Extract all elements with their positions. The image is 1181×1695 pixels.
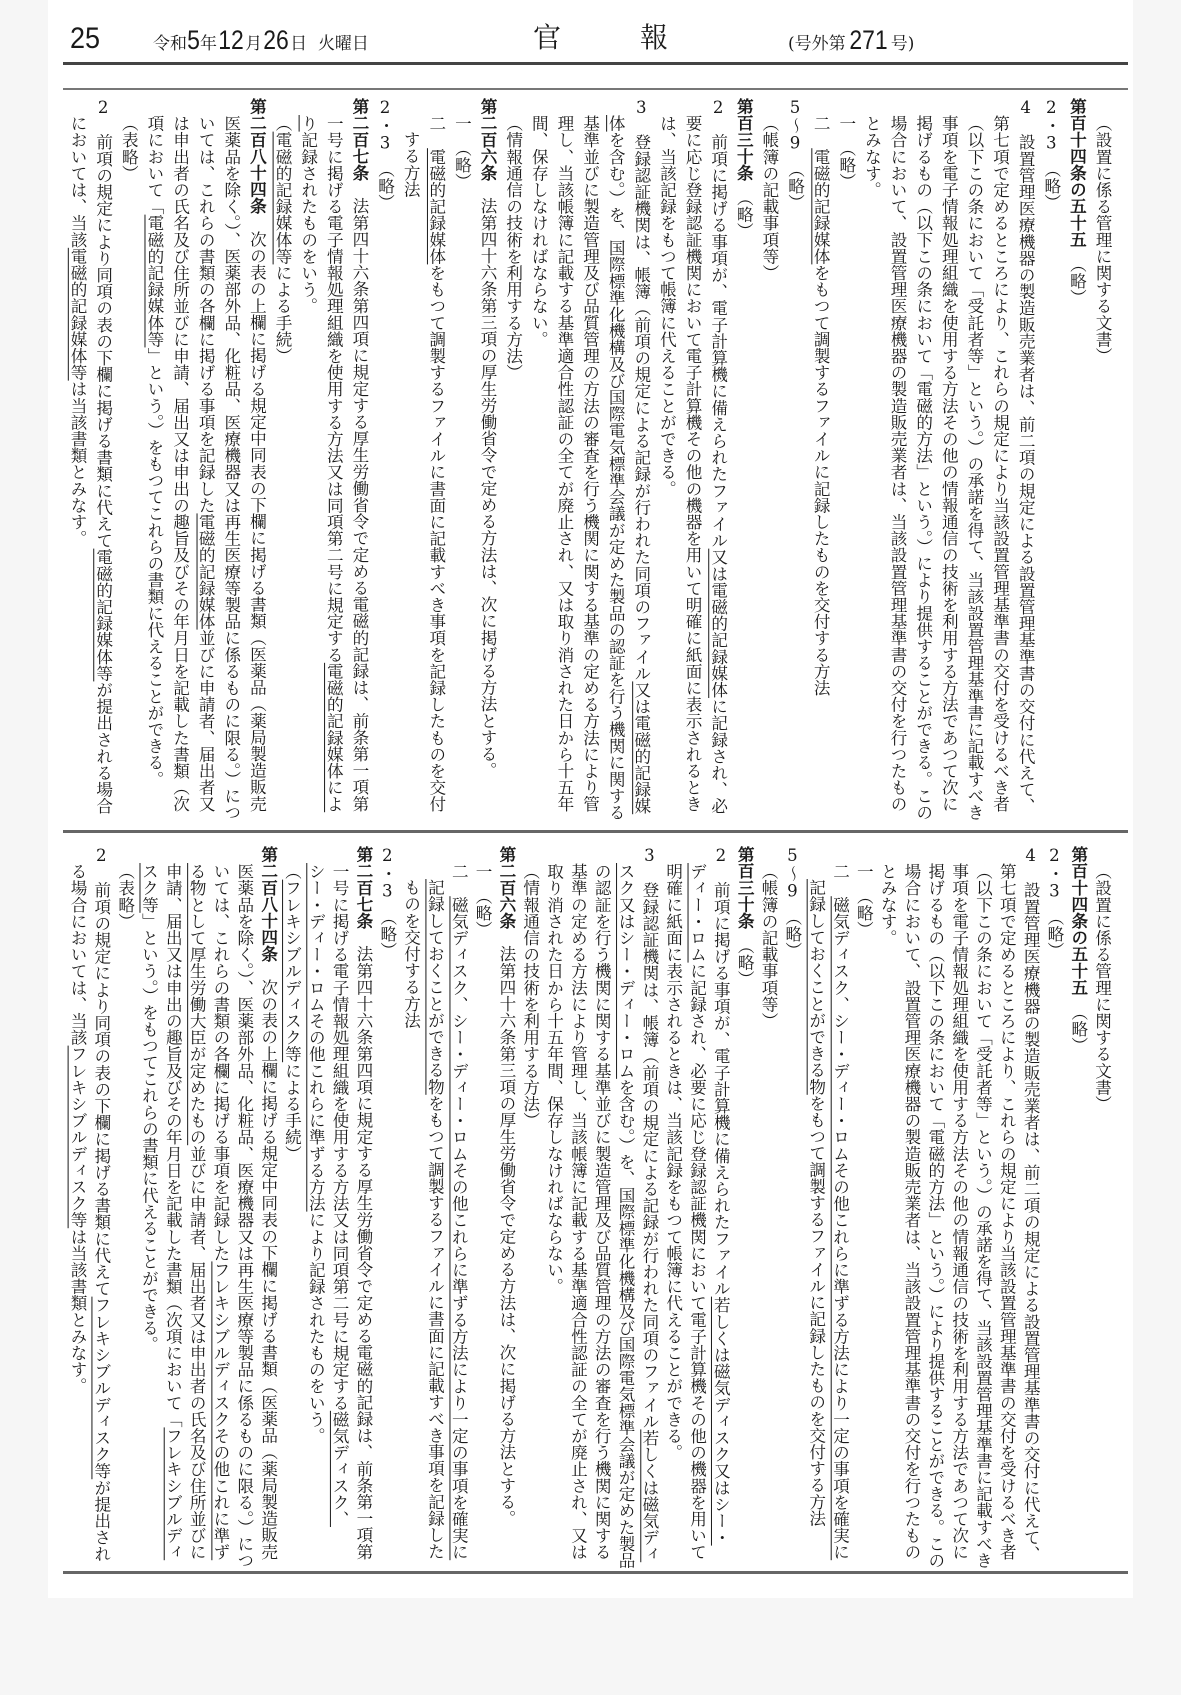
text-line-item	[452, 98, 472, 826]
year: 5	[187, 25, 200, 55]
text-segment: 4 設置管理医療機器の製造販売業者は、前二項の規定による設置管理基準書の交付に代えて、	[1016, 98, 1036, 815]
amended-text: 若しくは磁気ディスク又はシー・	[711, 1296, 731, 1546]
text-segment: とみなす。	[862, 114, 882, 198]
text-segment: 二	[449, 862, 469, 896]
text-line-article	[350, 98, 367, 826]
text-line-cont	[299, 98, 316, 826]
text-segment: 」という。）をもつてこれらの書類に代えることができる。	[144, 347, 164, 787]
text-line-article	[497, 846, 514, 1568]
text-segment: 2 前項の規定により同項の表の下欄に掲げる書類に代えて	[93, 98, 113, 549]
text-segment: 一号に掲げる電子情報処理組織を使用する方法又は同項第二号に規定する	[330, 862, 350, 1411]
text-line-cont	[139, 846, 159, 1568]
text-line-para	[92, 846, 109, 1568]
amended-text: シー・ディー・ロムその他これらに準ずる方法	[306, 862, 326, 1212]
text-segment: においては、当該	[68, 114, 87, 248]
amended-text: 磁気ディスク、シー・ディー・ロムその他これらに準ずる方法により一定の事項を確実に	[449, 895, 469, 1560]
amended-text: 若しくは磁気ディ	[639, 1429, 659, 1563]
text-segment: は申出者の氏名及び住所並びに申請、届出又は申出の趣旨及びその年月日を記載した書類（次	[170, 114, 190, 812]
article-heading: 第二百七条	[349, 98, 369, 181]
amended-text: 記録しておくことができる物	[806, 879, 826, 1095]
issue-prefix: (号外第	[788, 34, 846, 54]
text-segment: 2 前項の規定により同項の表の下欄に掲げる書類に代えて	[91, 846, 111, 1297]
issue-date	[153, 25, 369, 56]
amended-text: 磁気ディスク、	[330, 1410, 350, 1527]
text-segment: 医薬品を除く。）、医薬部外品、化粧品、医療機器又は再生医療等製品に係るものに限る。）につ	[221, 114, 241, 821]
text-line-cont	[914, 98, 931, 826]
text-segment: （以下この条において「受託者等」という。）の承諾を得て、当該設置管理基準書に記載すべき	[964, 114, 984, 821]
text-segment: 一 （略）	[836, 114, 856, 190]
text-line-cont	[606, 98, 626, 826]
text-segment: 記録されたものをいう。	[298, 131, 318, 314]
text-line-cont	[926, 846, 943, 1568]
text-segment: 場合において、設置管理医療機器の製造販売業者は、当該設置管理基準書の交付を行つたもの	[888, 114, 907, 812]
amended-text: る物として厚生労働大臣が定めたもの	[187, 862, 207, 1145]
text-line-para	[94, 98, 111, 826]
text-segment: （略）	[734, 181, 754, 240]
text-segment: 二	[811, 114, 831, 148]
text-line-para	[1016, 98, 1036, 826]
text-segment: 2 前項に掲げる事項が、電子計算機に備えられたファイル	[708, 98, 728, 549]
text-line-cont	[991, 98, 1008, 826]
text-segment: （以下この条において「受託者等」という。）の承諾を得て、当該設置管理基準書に記載すべき	[973, 862, 993, 1569]
text-segment: 事項を電子情報処理組織を使用する方法その他の情報通信の技術を利用する方法であつて次に	[939, 114, 959, 812]
text-line-para	[376, 98, 393, 826]
text-segment: は当該書類とみなす。	[68, 380, 87, 547]
text-line-item-cont	[425, 846, 445, 1568]
text-segment: （	[282, 862, 302, 880]
text-line-caption	[1093, 846, 1110, 1568]
article-heading: 第二百七条	[353, 846, 373, 929]
text-segment: 次の表の上欄に掲げる規定中同表の下欄に掲げる書類（医薬品（薬局製造販売	[258, 962, 278, 1560]
text-segment: （情報通信の技術を利用する方法）	[520, 862, 540, 1129]
text-line-item	[854, 846, 874, 1568]
text-line-cont	[657, 98, 677, 826]
article-heading: 第百十四条の五十五	[1067, 98, 1087, 248]
text-segment: 一 （略）	[473, 862, 493, 938]
article-heading: 第百三十条	[734, 98, 754, 181]
text-line-caption	[759, 846, 779, 1568]
article-heading: 第二百八十四条	[258, 846, 278, 963]
text-segment: 要に応じ登録認証機関において電子計算機その他の機器を用いて明確に紙面に表示されるとき	[683, 114, 702, 812]
text-line-article	[1067, 98, 1087, 826]
amended-text: フレキシブルディスク等	[91, 1296, 111, 1480]
day: 26	[263, 25, 289, 55]
text-segment: とみなす。	[878, 862, 898, 946]
text-segment: に記録され、必	[708, 698, 728, 815]
text-line-item	[837, 98, 854, 826]
text-line-para	[1042, 98, 1059, 826]
text-line-cont	[950, 846, 967, 1568]
amended-text: 電磁的記録媒体等	[273, 131, 292, 265]
text-segment: 2・3 （略）	[375, 98, 395, 211]
current-text-block	[68, 846, 1110, 1568]
amended-text: ディー・ロム	[687, 862, 707, 963]
text-segment: による手続）	[273, 264, 292, 364]
text-line-cont	[902, 846, 919, 1568]
text-line-article	[354, 846, 371, 1568]
text-segment: いては、これらの書類の各欄に掲げる事項を記録した	[196, 114, 216, 513]
text-line-para	[783, 846, 800, 1568]
publication-title-2: 報	[640, 21, 669, 54]
text-segment: 申請、届出又は申出の趣旨及びその年月日を記載した書類（次項において「	[163, 862, 183, 1427]
text-segment: による手続）	[282, 1061, 302, 1162]
text-segment: 基準の定める方法により管理し、当該帳簿に記載する基準適合性認証の全てが廃止され、又は	[568, 862, 588, 1560]
text-segment: 法第四十六条第三項の厚生労働省令で定める方法は、次に掲げる方法とする。	[478, 181, 497, 779]
text-line-caption	[1093, 98, 1110, 826]
text-line-item-cont	[401, 98, 421, 826]
article-heading: 第二百六条	[478, 98, 497, 181]
text-line-cont	[171, 98, 188, 826]
text-segment: 基準並びに製造管理及び品質管理の方法の審査を行う機関に関する基準の定める方法により管	[580, 114, 600, 812]
amended-text: フレキシブルディスク等	[282, 879, 302, 1062]
text-segment: 法第四十六条第三項の厚生労働省令で定める方法は、次に掲げる方法とする。	[496, 929, 516, 1527]
text-segment: 法第四十六条第四項に規定する厚生労働省令で定める電磁的記録は、前条第一項第	[349, 181, 369, 812]
text-segment: をもつて調製するファイルに記録したものを交付する方法	[806, 1095, 826, 1527]
text-line-cont	[581, 98, 598, 826]
day-unit: 日	[290, 34, 308, 54]
text-line-cont	[568, 846, 588, 1568]
text-segment: に記録され、必要に応じ登録認証機関において電子計算機その他の機器を用いて	[687, 962, 707, 1560]
era: 令和	[153, 34, 187, 54]
month-unit: 月	[245, 34, 263, 54]
amended-text: 又は電磁的記録媒体	[708, 548, 728, 699]
text-segment: 4 設置管理医療機器の製造販売業者は、前二項の規定による設置管理基準書の交付に代えて、	[1021, 846, 1041, 1563]
text-line-para	[786, 98, 803, 826]
text-line-caption	[504, 98, 521, 826]
text-segment: 法第四十六条第四項に規定する厚生労働省令で定める電磁的記録は、前条第一項第	[353, 929, 373, 1560]
text-line-cont	[888, 98, 905, 826]
text-line-para	[640, 846, 657, 1568]
amended-text: 磁気ディスク、シー・ディー・ロムその他これらに準ずる方法により一定の事項を確実に	[830, 895, 850, 1560]
text-segment: 間、保存しなければならない。	[529, 114, 549, 347]
text-segment: 2 前項に掲げる事項が、電子計算機に備えられたファイル	[711, 846, 731, 1297]
text-line-cont	[555, 98, 572, 826]
text-segment: ものを交付する方法	[401, 879, 421, 1029]
month: 12	[218, 25, 244, 55]
text-segment: 一 （略）	[854, 862, 874, 938]
text-line-cont	[196, 98, 216, 826]
text-line-item	[831, 846, 848, 1568]
text-segment: （略）	[1068, 995, 1088, 1054]
text-line-para	[711, 846, 731, 1568]
text-segment: いては、これらの書類の各欄に掲げる事項を記録した	[210, 862, 230, 1261]
text-segment: 場合において、設置管理医療機器の製造販売業者は、当該設置管理基準書の交付を行つたもの	[901, 862, 921, 1560]
text-segment: 2・3 （略）	[377, 846, 397, 959]
text-segment: （設置に係る管理に関する文書）	[1093, 114, 1112, 364]
amended-text: 電磁的記録媒体	[196, 513, 216, 630]
text-segment: を含む。）を、国際標準化機構及び国際電気標準会議が定めた製品	[616, 1078, 636, 1569]
amended-text: スク又はシー・ディー・ロム	[616, 862, 636, 1079]
text-line-caption	[760, 98, 777, 826]
text-line-caption	[273, 98, 290, 826]
text-segment: する方法	[401, 131, 421, 198]
text-segment: 二	[830, 862, 850, 896]
text-line-cont	[878, 846, 898, 1568]
amended-text: り	[298, 114, 318, 132]
text-segment: （帳簿の記載事項等）	[759, 114, 779, 281]
amended-text: 電磁的記録媒体等	[144, 214, 164, 348]
text-line-para	[1045, 846, 1062, 1568]
issue-number	[788, 25, 914, 56]
text-segment: 掲げるもの（以下この条において「電磁的方法」という。）により提供することができる。この	[913, 114, 933, 821]
amended-text: 電磁的記録媒体等	[93, 548, 113, 682]
text-segment: が提出され	[91, 1479, 111, 1563]
gazette-page	[48, 0, 1133, 1598]
text-line-article	[259, 846, 276, 1568]
text-line-article	[735, 846, 755, 1568]
text-line-item	[811, 98, 831, 826]
text-line-caption	[282, 846, 302, 1568]
text-segment: 医薬品を除く。）、医薬部外品、化粧品、医療機器又は再生医療等製品に係るものに限る。）につ	[234, 862, 254, 1569]
revised-text-block	[68, 98, 1110, 826]
text-segment: をもつて調製するファイルに書面に記載すべき事項を記録したものを交付	[426, 264, 446, 812]
weekday: 火曜日	[317, 34, 369, 54]
text-segment: 明確に紙面に表示されるときは、当該記録をもつて帳簿に代えることができる。	[663, 862, 683, 1461]
issue-number-value: 271	[849, 25, 888, 55]
amended-text: 体	[606, 114, 626, 132]
text-segment: 一号に掲げる電子情報処理組織を使用する方法又は同項第二号に規定する	[324, 114, 344, 663]
article-heading: 第百三十条	[735, 846, 755, 929]
text-line-caption	[119, 98, 139, 826]
text-segment: 次の表の上欄に掲げる規定中同表の下欄に掲げる書類（医薬品（薬局製造販売	[247, 214, 267, 812]
text-segment: 事項を電子情報処理組織を使用する方法その他の情報通信の技術を利用する方法であつて次に	[949, 862, 969, 1560]
text-segment: 2・3 （略）	[1044, 846, 1064, 959]
text-segment: は、当該記録をもつて帳簿に代えることができる。	[657, 114, 677, 497]
top-rule	[63, 88, 1128, 90]
text-segment: 」という。）をもつてこれらの書類に代えることができる。	[139, 912, 159, 1353]
publication-title-1: 官	[533, 21, 562, 54]
text-segment: 3 登録認証機関は、帳簿（前項の規定による記録が行われた同項のファイル	[631, 98, 651, 682]
text-line-item-cont	[807, 846, 824, 1568]
text-segment: の認証を行う機関に関する基準並びに製造管理及び品質管理の方法の審査を行う機関に関する	[592, 862, 612, 1560]
amended-text: 記録しておくことができる物	[425, 879, 445, 1095]
text-segment: （略）	[1067, 247, 1087, 306]
text-segment: を含む。）を、国際標準化機構及び国際電気標準会議が定めた製品の認証を行う機関に関する	[606, 131, 626, 821]
amended-text: フレキシブルディスクその他これに準ず	[210, 1261, 230, 1560]
text-segment: 第七項で定めるところにより、これらの規定により当該設置管理基準書の交付を受けるべき者	[990, 114, 1010, 812]
text-line-cont	[68, 846, 85, 1568]
text-segment: 理し、当該帳簿に記載する基準適合性認証の全てが廃止され、又は取り消された日から十五年	[554, 114, 574, 812]
text-line-cont	[211, 846, 228, 1568]
text-line-article	[247, 98, 267, 826]
amended-text: スク等	[139, 862, 159, 913]
amended-text: フレキシブルディ	[163, 1427, 183, 1560]
text-segment: が提出される場合	[93, 681, 113, 815]
amended-text: フレキシブルディスク等	[68, 1045, 87, 1228]
text-line-cont	[688, 846, 705, 1568]
text-line-cont	[187, 846, 207, 1568]
text-segment: をもつて調製するファイルに書面に記載すべき事項を記録した	[425, 1095, 445, 1560]
text-line-para	[709, 98, 726, 826]
text-segment: 5～9 （略）	[782, 846, 802, 959]
text-segment: 5～9 （略）	[785, 98, 805, 211]
page-header	[48, 20, 1133, 60]
text-line-cont	[163, 846, 183, 1568]
text-line-item	[449, 846, 469, 1568]
bottom-rule	[63, 1571, 1128, 1574]
text-segment: （	[273, 114, 292, 132]
text-line-cont	[529, 98, 549, 826]
text-segment: る場合においては、当該	[68, 862, 87, 1046]
text-line-cont	[145, 98, 162, 826]
text-segment: 第七項で定めるところにより、これらの規定により当該設置管理基準書の交付を受けるべき者	[997, 862, 1017, 1560]
text-segment: （設置に係る管理に関する文書）	[1092, 862, 1112, 1112]
text-line-cont	[965, 98, 982, 826]
text-segment: （情報通信の技術を利用する方法）	[503, 114, 523, 381]
text-line-cont	[973, 846, 993, 1569]
text-line-cont	[222, 98, 239, 826]
text-line-cont	[862, 98, 882, 826]
text-line-cont	[997, 846, 1017, 1568]
text-line-cont	[68, 98, 85, 826]
text-line-para	[378, 846, 395, 1568]
text-line-article	[1069, 846, 1086, 1568]
amended-text: 又は電磁的記録媒	[631, 681, 651, 815]
text-segment: 2・3 （略）	[1041, 98, 1061, 211]
text-line-item	[427, 98, 444, 826]
amended-text: 電磁的記録媒体	[426, 147, 446, 264]
text-line-cont	[664, 846, 681, 1568]
text-segment: 並びに申請者、届出者又は申出者の氏名及び住所並びに	[187, 1144, 207, 1560]
header-rule	[63, 62, 1128, 65]
text-segment: （表略）	[119, 114, 139, 181]
article-heading: 第百十四条の五十五	[1068, 846, 1088, 996]
text-line-cont	[939, 98, 959, 826]
text-segment: （表略）	[115, 862, 135, 929]
amended-text: 電磁的記録媒体によ	[324, 662, 344, 812]
text-line-item-cont	[402, 846, 419, 1568]
text-segment: （帳簿の記載事項等）	[759, 862, 779, 1029]
text-line-article	[734, 98, 754, 826]
text-segment: により記録されたものをいう。	[306, 1211, 326, 1444]
text-line-para	[1021, 846, 1041, 1568]
text-segment: 二	[426, 114, 446, 148]
text-segment: をもつて調製するファイルに記録したものを交付する方法	[811, 264, 831, 696]
amended-text: 電磁的記録媒体等	[68, 247, 87, 381]
text-segment: （略）	[735, 929, 755, 988]
text-line-cont	[324, 98, 344, 826]
page-number: 25	[70, 22, 101, 55]
text-segment: 掲げるもの（以下この条において「電磁的方法」という。）により提供することができる。この	[925, 862, 945, 1569]
middle-rule	[63, 830, 1128, 833]
text-line-cont	[616, 846, 636, 1569]
text-segment: は当該書類とみなす。	[68, 1227, 87, 1394]
text-line-item	[473, 846, 493, 1568]
text-line-cont	[592, 846, 612, 1568]
issue-suffix: 号)	[890, 34, 915, 54]
amended-text: 電磁的記録媒体	[811, 147, 831, 264]
text-segment: 並びに申請者、届出者又	[196, 629, 216, 812]
text-line-article	[478, 98, 495, 826]
text-line-cont	[330, 846, 350, 1568]
text-segment: 3 登録認証機関は、帳簿（前項の規定による記録が行われた同項のファイル	[639, 846, 659, 1430]
article-heading: 第二百八十四条	[247, 98, 267, 215]
text-line-para	[632, 98, 649, 826]
text-segment: 項において「	[144, 114, 164, 215]
text-line-cont	[683, 98, 700, 826]
text-segment: 一 （略）	[452, 114, 472, 190]
text-line-cont	[545, 846, 562, 1568]
year-unit: 年	[200, 34, 218, 54]
article-heading: 第二百六条	[496, 846, 516, 929]
text-line-cont	[306, 846, 326, 1568]
text-segment: 取り消された日から十五年間、保存しなければならない。	[544, 862, 564, 1295]
text-line-cont	[235, 846, 252, 1568]
text-line-caption	[521, 846, 538, 1568]
text-line-caption	[116, 846, 133, 1568]
